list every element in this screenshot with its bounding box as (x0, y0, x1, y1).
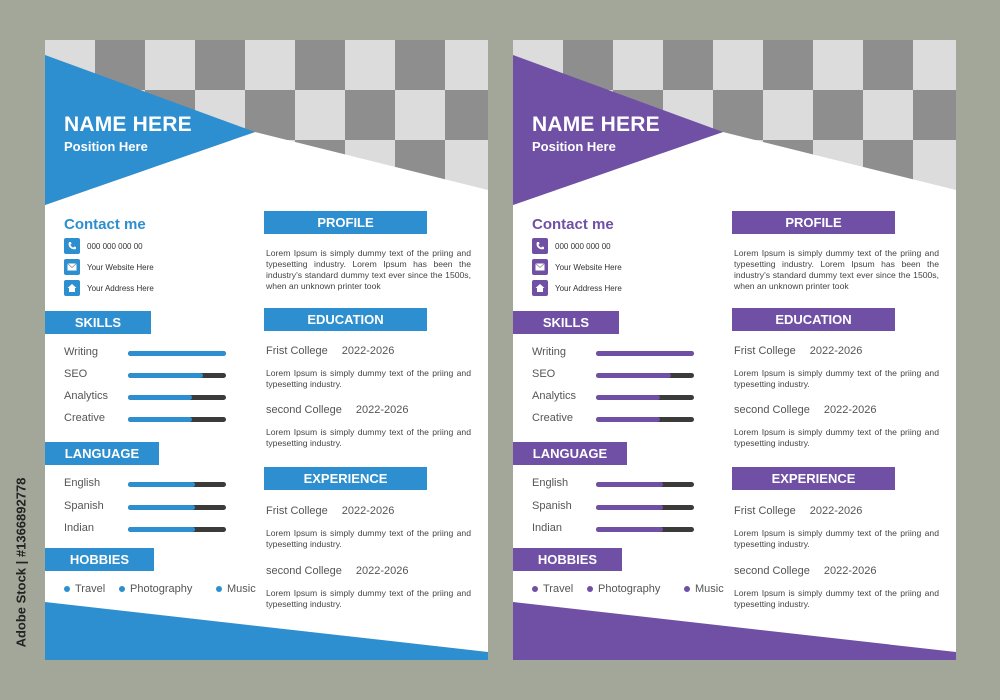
hobby-label: Music (227, 583, 256, 595)
skill-level-fill (128, 417, 192, 422)
education-entry-description: Lorem Ipsum is simply dummy text of the priing and typesetting industry. (734, 427, 939, 448)
mail-icon (64, 259, 80, 275)
resume-blue (45, 40, 488, 660)
resume-purple (513, 40, 956, 660)
language-level-fill (596, 527, 663, 532)
language-level-bar (596, 505, 694, 510)
skill-label: Creative (532, 412, 573, 424)
skill-level-fill (128, 351, 226, 356)
language-level-fill (128, 527, 195, 532)
skill-label: Analytics (64, 390, 109, 402)
experience-entry-years: 2022-2026 (355, 565, 409, 577)
contact-website-row (64, 259, 154, 275)
contact-website-row (532, 259, 622, 275)
hobby-item (64, 583, 105, 595)
skill-label: Writing (532, 346, 567, 358)
experience-entry-school: Frist College (734, 505, 796, 517)
education-entry-title-line (266, 404, 408, 416)
skill-level-bar (128, 417, 226, 422)
hobby-label: Travel (543, 583, 574, 595)
contact-phone-row (532, 238, 611, 254)
skill-level-bar (128, 373, 226, 378)
skill-level-bar (596, 417, 694, 422)
home-icon (532, 280, 548, 296)
contact-website: Your Website Here (555, 262, 622, 272)
hobby-item (532, 583, 573, 595)
skill-level-bar (128, 351, 226, 356)
contact-phone-row (64, 238, 143, 254)
candidate-name: NAME HERE (64, 113, 192, 136)
education-entry-description: Lorem Ipsum is simply dummy text of the priing and typesetting industry. (734, 368, 939, 389)
skill-level-fill (128, 373, 203, 378)
hobby-item (216, 583, 256, 595)
bullet-icon (587, 586, 593, 592)
contact-address: Your Address Here (555, 283, 622, 293)
contact-address-row (64, 280, 154, 296)
bullet-icon (532, 586, 538, 592)
hobby-item (684, 583, 724, 595)
language-heading: LANGUAGE (45, 442, 159, 465)
bullet-icon (684, 586, 690, 592)
language-label: Spanish (64, 499, 104, 512)
skill-level-fill (596, 351, 694, 356)
language-level-bar (128, 527, 226, 532)
education-entry-title-line (734, 404, 876, 416)
hobby-item (119, 583, 192, 595)
contact-title: Contact me (64, 216, 146, 233)
skill-level-fill (596, 395, 660, 400)
experience-entry-description: Lorem Ipsum is simply dummy text of the priing and typesetting industry. (266, 528, 471, 549)
stock-watermark-text: Adobe Stock | #1366892778 (13, 477, 29, 648)
language-level-bar (128, 482, 226, 487)
education-entry-years: 2022-2026 (341, 345, 395, 357)
experience-entry-description: Lorem Ipsum is simply dummy text of the priing and typesetting industry. (734, 588, 939, 609)
language-level-fill (128, 505, 195, 510)
candidate-name: NAME HERE (532, 113, 660, 136)
skill-label: Writing (64, 346, 99, 358)
education-entry-school: Frist College (734, 345, 796, 357)
education-entry-description: Lorem Ipsum is simply dummy text of the priing and typesetting industry. (266, 427, 471, 448)
language-label: English (532, 477, 569, 489)
language-level-fill (596, 505, 663, 510)
contact-phone: 000 000 000 00 (87, 241, 143, 251)
bullet-icon (64, 586, 70, 592)
education-entry-title-line (734, 345, 862, 357)
experience-entry-title-line (266, 565, 408, 577)
experience-entry-school: second College (734, 565, 810, 577)
language-label: Spanish (532, 499, 572, 512)
education-entry-years: 2022-2026 (355, 404, 409, 416)
footer-accent-shape (45, 600, 488, 660)
education-entry-years: 2022-2026 (823, 404, 877, 416)
education-entry-school: Frist College (266, 345, 328, 357)
candidate-position: Position Here (64, 139, 148, 154)
mail-icon (532, 259, 548, 275)
skill-level-fill (596, 373, 671, 378)
education-entry-description: Lorem Ipsum is simply dummy text of the priing and typesetting industry. (266, 368, 471, 389)
language-level-bar (128, 505, 226, 510)
language-label: English (64, 477, 101, 489)
skill-level-fill (128, 395, 192, 400)
contact-website: Your Website Here (87, 262, 154, 272)
education-entry-school: second College (266, 404, 342, 416)
skills-heading: SKILLS (45, 311, 151, 334)
skill-label: Creative (64, 412, 105, 424)
profile-heading: PROFILE (264, 211, 427, 234)
experience-entry-years: 2022-2026 (341, 505, 395, 517)
skill-level-bar (596, 373, 694, 378)
skill-level-bar (596, 395, 694, 400)
skill-label: Analytics (532, 390, 577, 402)
experience-entry-school: Frist College (266, 505, 328, 517)
skill-level-bar (596, 351, 694, 356)
hobby-label: Travel (75, 583, 106, 595)
experience-entry-title-line (734, 505, 862, 517)
experience-entry-description: Lorem Ipsum is simply dummy text of the priing and typesetting industry. (734, 528, 939, 549)
language-label: Indian (532, 522, 562, 534)
language-heading: LANGUAGE (513, 442, 627, 465)
skill-level-fill (596, 417, 660, 422)
phone-icon (64, 238, 80, 254)
profile-heading: PROFILE (732, 211, 895, 234)
experience-entry-school: second College (266, 565, 342, 577)
experience-entry-description: Lorem Ipsum is simply dummy text of the priing and typesetting industry. (266, 588, 471, 609)
bullet-icon (216, 586, 222, 592)
language-level-fill (596, 482, 663, 487)
skill-label: SEO (532, 368, 556, 380)
footer-accent-shape (513, 600, 956, 660)
contact-address-row (532, 280, 622, 296)
language-level-fill (128, 482, 195, 487)
stock-watermark (12, 455, 30, 670)
hobby-item (587, 583, 660, 595)
experience-heading: EXPERIENCE (732, 467, 895, 490)
education-entry-title-line (266, 345, 394, 357)
hobby-label: Photography (130, 583, 193, 595)
education-heading: EDUCATION (732, 308, 895, 331)
home-icon (64, 280, 80, 296)
experience-entry-title-line (266, 505, 394, 517)
skills-heading: SKILLS (513, 311, 619, 334)
skill-level-bar (128, 395, 226, 400)
hobby-label: Photography (598, 583, 661, 595)
language-level-bar (596, 527, 694, 532)
hobby-label: Music (695, 583, 724, 595)
contact-title: Contact me (532, 216, 614, 233)
experience-entry-years: 2022-2026 (823, 565, 877, 577)
education-entry-years: 2022-2026 (809, 345, 863, 357)
language-level-bar (596, 482, 694, 487)
language-label: Indian (64, 522, 94, 534)
hobbies-heading: HOBBIES (513, 548, 622, 571)
bullet-icon (119, 586, 125, 592)
profile-text: Lorem Ipsum is simply dummy text of the priing and typesetting industry. Lorem Ipsum has been the industry's standard dummy text ever since the 1500s, when an unknown printer took (734, 248, 939, 291)
skill-label: SEO (64, 368, 88, 380)
candidate-position: Position Here (532, 139, 616, 154)
profile-text: Lorem Ipsum is simply dummy text of the priing and typesetting industry. Lorem Ipsum has been the industry's standard dummy text ever since the 1500s, when an unknown printer took (266, 248, 471, 291)
experience-entry-years: 2022-2026 (809, 505, 863, 517)
experience-heading: EXPERIENCE (264, 467, 427, 490)
contact-phone: 000 000 000 00 (555, 241, 611, 251)
experience-entry-title-line (734, 565, 876, 577)
contact-address: Your Address Here (87, 283, 154, 293)
phone-icon (532, 238, 548, 254)
education-entry-school: second College (734, 404, 810, 416)
education-heading: EDUCATION (264, 308, 427, 331)
hobbies-heading: HOBBIES (45, 548, 154, 571)
